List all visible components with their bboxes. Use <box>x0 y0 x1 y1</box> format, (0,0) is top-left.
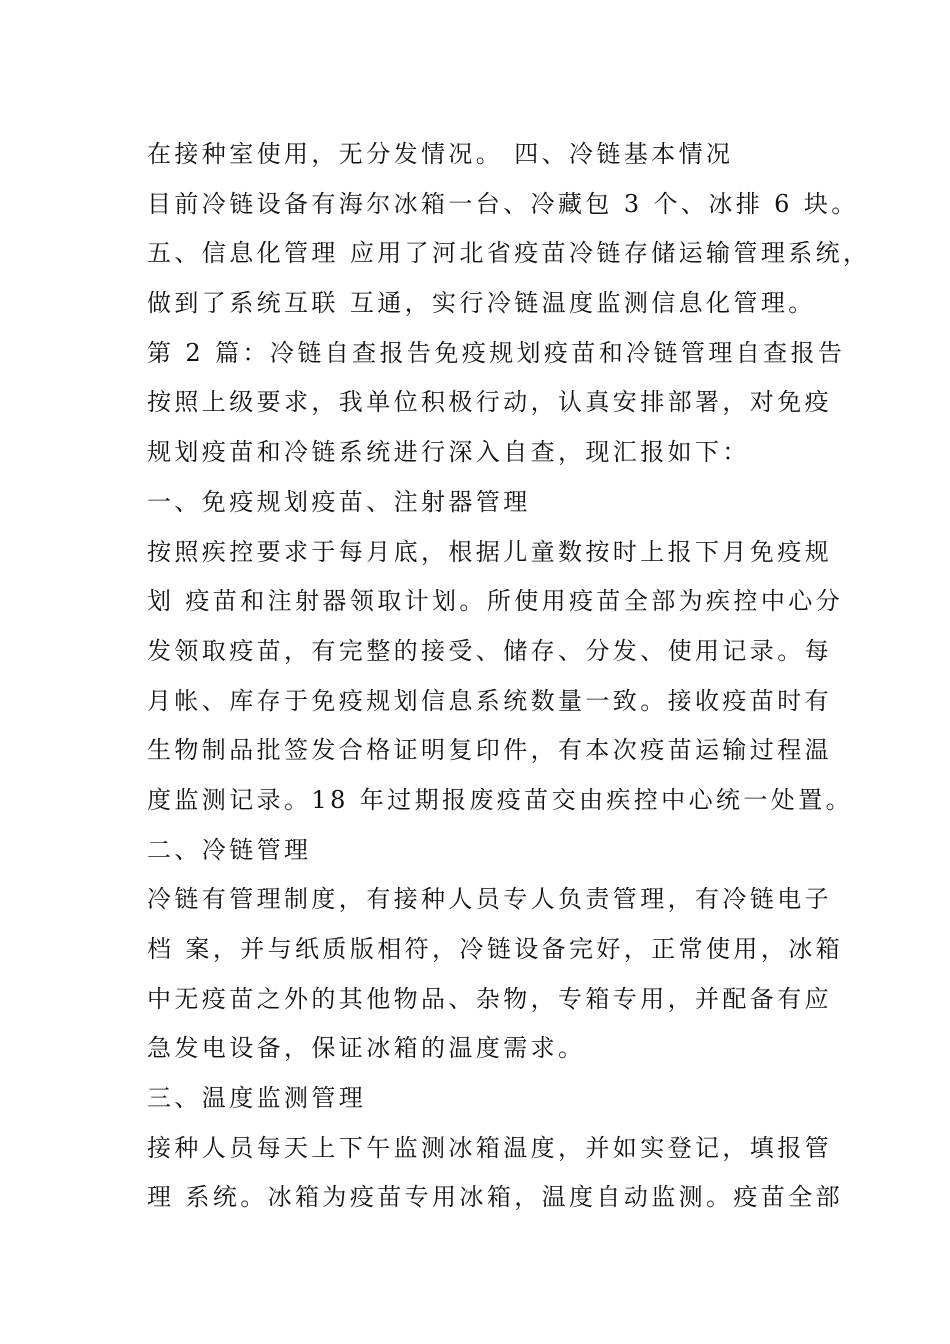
text-line: 冷链有管理制度，有接种人员专人负责管理，有冷链电子 <box>147 885 832 914</box>
section-title: 第 2 篇：冷链自查报告免疫规划疫苗和冷链管理自查报告 <box>147 338 846 367</box>
text-line: 月帐、库存于免疫规划信息系统数量一致。接收疫苗时有 <box>147 686 832 715</box>
text-line: 做到了系统互联 互通，实行冷链温度监测信息化管理。 <box>147 289 816 318</box>
text-line: 在接种室使用，无分发情况。 四、冷链基本情况 <box>147 140 734 168</box>
text-line: 中无疫苗之外的其他物品、杂物，专箱专用，并配备有应 <box>147 984 832 1013</box>
text-line: 生物制品批签发合格证明复印件，有本次疫苗运输过程温 <box>147 736 832 765</box>
text-line: 按照上级要求，我单位积极行动，认真安排部署，对免疫 <box>147 388 832 417</box>
text-line: 发领取疫苗，有完整的接受、储存、分发、使用记录。每 <box>147 636 832 665</box>
text-line: 划 疫苗和注射器领取计划。所使用疫苗全部为疾控中心分 <box>147 587 844 616</box>
text-line: 规划疫苗和冷链系统进行深入自查，现汇报如下： <box>147 438 750 467</box>
text-line: 按照疾控要求于每月底，根据儿童数按时上报下月免疫规 <box>147 537 832 566</box>
document-body <box>147 130 871 1223</box>
text-line: 急发电设备，保证冰箱的温度需求。 <box>147 1034 586 1063</box>
section-heading: 一、免疫规划疫苗、注射器管理 <box>147 487 531 516</box>
text-line: 五、信息化管理 应用了河北省疫苗冷链存储运输管理系统， <box>147 239 871 268</box>
text-line: 理 系统。冰箱为疫苗专用冰箱，温度自动监测。疫苗全部 <box>147 1183 844 1212</box>
text-line: 接种人员每天上下午监测冰箱温度，并如实登记，填报管 <box>147 1133 832 1162</box>
text-line: 目前冷链设备有海尔冰箱一台、冷藏包 3 个、冰排 6 块。 <box>147 189 859 218</box>
section-heading: 三、温度监测管理 <box>147 1084 367 1113</box>
text-line: 度监测记录。18 年过期报废疫苗交由疾控中心统一处置。 <box>147 785 853 814</box>
text-line: 档 案，并与纸质版相符，冷链设备完好，正常使用，冰箱 <box>147 935 844 963</box>
section-heading: 二、冷链管理 <box>147 835 312 864</box>
